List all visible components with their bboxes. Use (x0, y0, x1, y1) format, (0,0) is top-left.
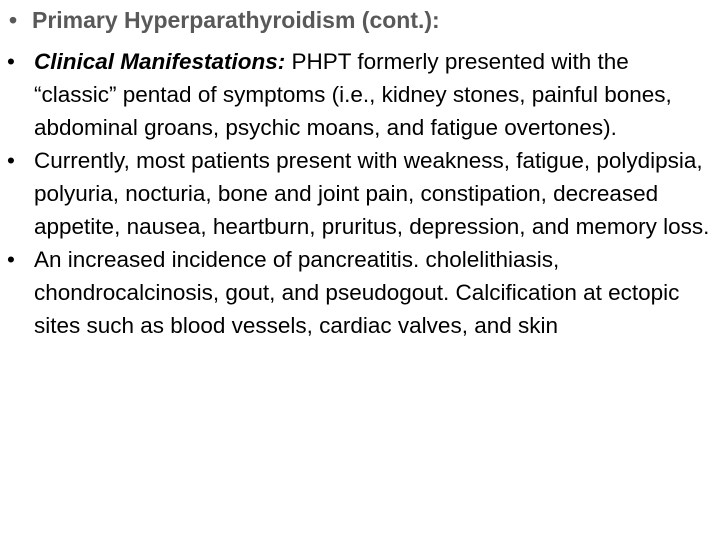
bullet-text: An increased incidence of pancreatitis. cholelithiasis, chondrocalcinosis, gout, and pseudogout. Calcification at ectopic sites such as blood vessels, cardiac valves, and skin (34, 247, 680, 338)
bullet-list (7, 45, 712, 342)
bullet-dot: • (7, 148, 15, 173)
slide-title-text: Primary Hyperparathyroidism (cont.): (32, 7, 440, 33)
bullet-dot: • (7, 247, 15, 272)
slide-title (9, 5, 440, 35)
bullet-text: PHPT formerly presented with the “classic” pentad of symptoms (i.e., kidney stones, painful bones, abdominal groans, psychic moans, and fatigue overtones). (34, 49, 672, 140)
bullet-lead-text: Clinical Manifestations: (34, 49, 286, 74)
list-item (7, 243, 712, 342)
title-bullet: • (9, 7, 18, 33)
bullet-text: Currently, most patients present with weakness, fatigue, polydipsia, polyuria, nocturia, bone and joint pain, constipation, decreased appetite, nausea, heartburn, pruritus, depression, and memory loss. (34, 148, 710, 239)
bullet-dot: • (7, 49, 15, 74)
list-item (7, 144, 712, 243)
list-item (7, 45, 712, 144)
